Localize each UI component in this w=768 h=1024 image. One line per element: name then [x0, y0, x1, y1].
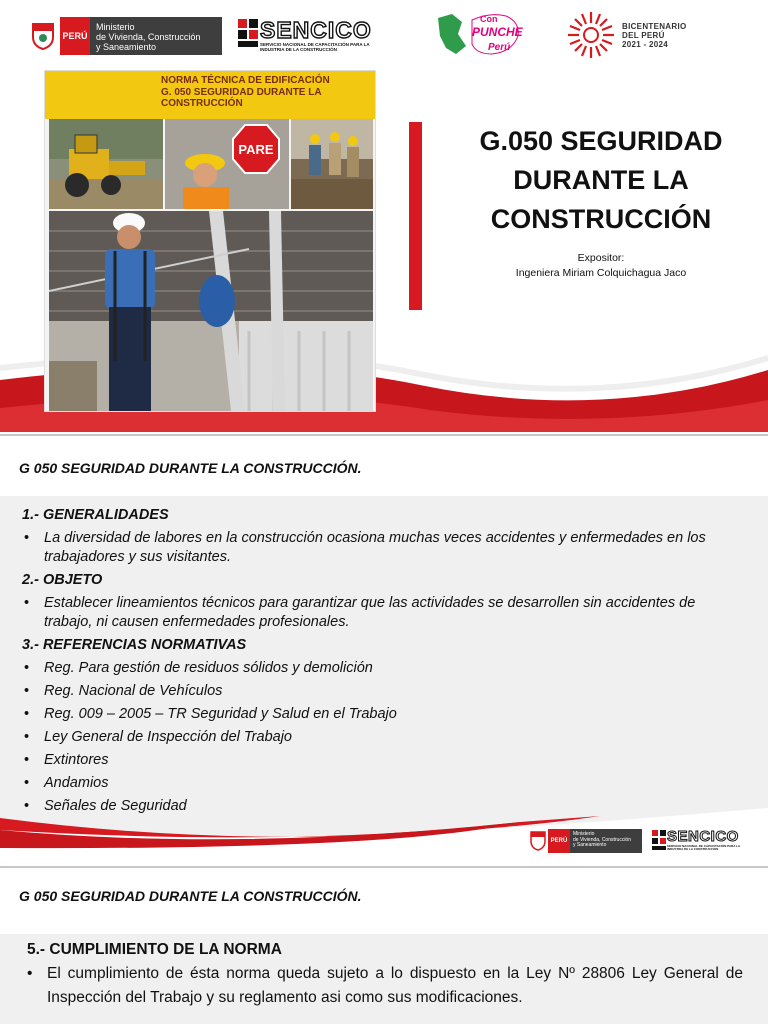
slide-title: G 050 SEGURIDAD DURANTE LA CONSTRUCCIÓN. — [19, 888, 362, 904]
ministry-name-small — [570, 829, 642, 853]
sencico-mark-icon — [652, 830, 666, 852]
harness-worker-photo — [49, 211, 373, 411]
norma-content — [22, 502, 746, 816]
cumplimiento-content — [27, 938, 743, 1010]
sencico-wordmark-small: SENCICO — [667, 828, 739, 845]
title-accent-bar — [409, 122, 422, 310]
ministry-line-2: de Vivienda, Construcción — [96, 32, 201, 42]
ministry-logo — [26, 17, 222, 55]
sencico-subtitle: SERVICIO NACIONAL DE CAPACITACIÓN PARA LA INDUSTRIA DE LA CONSTRUCCIÓN — [260, 42, 370, 52]
section-heading-cumplimiento: 5.- CUMPLIMIENTO DE LA NORMA — [27, 941, 282, 958]
punche-line-3: Perú — [488, 42, 511, 53]
bicent-line-1: BICENTENARIO — [622, 22, 687, 31]
slide-header — [0, 436, 768, 496]
footer-logos — [528, 829, 750, 853]
list-item: • Reg. 009 – 2005 – TR Seguridad y Salud en el Trabajo — [22, 705, 746, 724]
cover-line-2: G. 050 SEGURIDAD DURANTE LA — [161, 86, 322, 98]
peru-badge: PERÚ — [60, 17, 90, 55]
sencico-subtitle-small: SERVICIO NACIONAL DE CAPACITACIÓN PARA LA INDUSTRIA DE LA CONSTRUCCIÓN — [667, 844, 741, 852]
slide-title: G 050 SEGURIDAD DURANTE LA CONSTRUCCIÓN. — [19, 460, 362, 476]
list-item: • Ley General de Inspección del Trabajo — [22, 728, 746, 747]
title-line-2: DURANTE LA — [513, 165, 689, 195]
punche-line-1: Con — [480, 14, 498, 24]
content-slide-cumplimiento — [0, 866, 768, 1024]
list-item: • Reg. Nacional de Vehículos — [22, 682, 746, 701]
workers-photo — [291, 119, 373, 209]
expositor-block — [436, 251, 766, 281]
list-item: • Reg. Para gestión de residuos sólidos y demolición — [22, 659, 746, 678]
presentation-title — [436, 122, 766, 239]
ministry-logo-small — [528, 829, 642, 853]
list-item: • Extintores — [22, 751, 746, 770]
ministry-line-3: y Saneamiento — [96, 42, 157, 52]
ministry-name — [90, 17, 222, 55]
peru-shield-icon — [26, 17, 60, 55]
list-item: • Señales de Seguridad — [22, 797, 746, 816]
pare-sign-text: PARE — [238, 142, 274, 157]
content-slide-norma — [0, 434, 768, 864]
sencico-mark-icon — [238, 19, 258, 53]
list-item: • La diversidad de labores en la construcción ocasiona muchas veces accidentes y enfermedades en los trabajadores y sus visitantes. — [22, 529, 746, 567]
title-slide — [0, 0, 768, 432]
sencico-logo-small — [652, 829, 750, 853]
bicent-line-3: 2021 - 2024 — [622, 40, 669, 49]
loader-photo — [49, 119, 163, 209]
sencico-wordmark: SENCICO — [260, 17, 372, 43]
ministry-line-3: y Saneamiento — [573, 842, 607, 848]
section-heading-referencias: 3.- REFERENCIAS NORMATIVAS — [22, 637, 247, 653]
punche-line-2: PUNCHE — [472, 25, 523, 39]
pare-sign-photo — [165, 119, 289, 209]
peru-shield-icon — [528, 829, 548, 853]
norma-cover-image — [44, 70, 376, 412]
bicentenario-logo — [562, 10, 712, 60]
cover-line-1: NORMA TÉCNICA DE EDIFICACIÓN — [161, 75, 330, 86]
title-line-3: CONSTRUCCIÓN — [490, 204, 712, 234]
cover-header — [45, 71, 376, 119]
ministry-line-2: de Vivienda, Construcción — [573, 836, 631, 843]
bicent-line-2: DEL PERÚ — [622, 31, 665, 40]
ministry-line-1: Ministerio — [96, 22, 135, 32]
cover-line-3: CONSTRUCCIÓN — [161, 98, 243, 109]
bicentenario-text — [622, 22, 687, 49]
slide-body — [0, 934, 768, 1024]
logo-bar — [0, 0, 768, 68]
con-punche-peru-logo — [432, 8, 528, 60]
section-heading-generalidades: 1.- GENERALIDADES — [22, 507, 169, 523]
title-line-1: G.050 SEGURIDAD — [479, 126, 723, 156]
list-item: • El cumplimiento de ésta norma queda sujeto a lo dispuesto en la Ley Nº 28806 Ley General de Inspección del Trabajo y su reglamento asi como sus modificaciones. — [27, 962, 743, 1010]
peru-badge-small: PERÚ — [548, 829, 570, 853]
section-heading-objeto: 2.- OBJETO — [22, 572, 103, 588]
bicentenario-sun-icon — [566, 10, 616, 60]
expositor-label: Expositor: — [577, 252, 625, 264]
list-item: • Andamios — [22, 774, 746, 793]
sencico-logo — [238, 17, 384, 55]
ministry-line-1: Ministerio — [573, 831, 595, 837]
expositor-name: Ingeniera Miriam Colquichagua Jaco — [515, 267, 687, 279]
list-item: • Establecer lineamientos técnicos para garantizar que las actividades se desarrollen sin accidentes de trabajo, ni causen enfermedades profesionales. — [22, 594, 746, 632]
